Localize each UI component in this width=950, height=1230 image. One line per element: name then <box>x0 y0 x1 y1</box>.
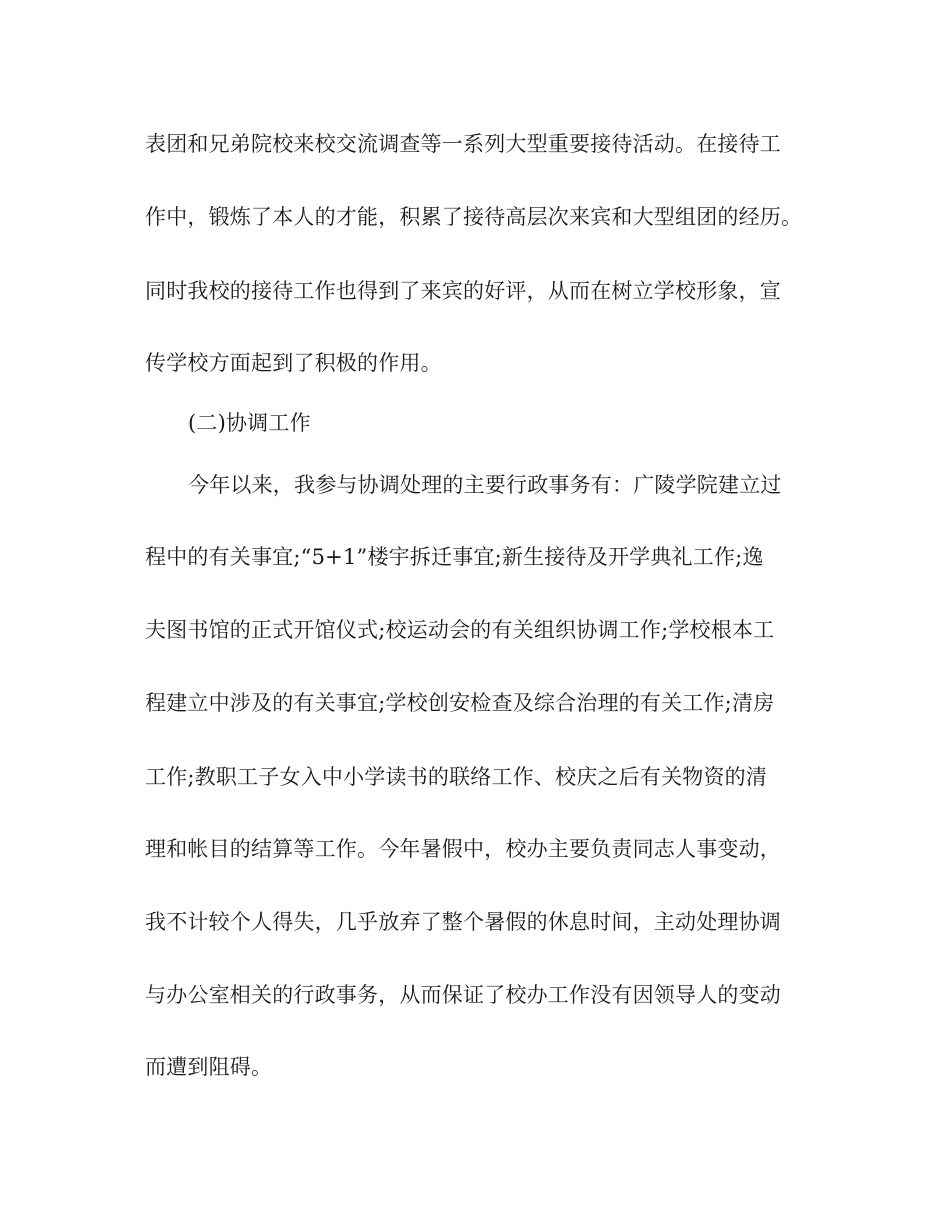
text-line-1: 表团和兄弟院校来校交流调查等一系列大型重要接待活动。在接待工 <box>145 132 781 156</box>
paragraph-start-line: 今年以来，我参与协调处理的主要行政事务有：广陵学院建立过 <box>188 473 782 497</box>
text-line-12: 我不计较个人得失，几乎放弃了整个暑假的休息时间，主动处理协调 <box>145 910 781 934</box>
text-line-9: 程建立中涉及的有关事宜;学校创安检查及综合治理的有关工作;清房 <box>145 691 775 715</box>
text-line-2: 作中，锻炼了本人的才能，积累了接待高层次来宾和大型组团的经历。 <box>145 205 803 229</box>
text-line-10: 工作;教职工子女入中小学读书的联络工作、校庆之后有关物资的清 <box>145 765 768 789</box>
text-line-14: 而遭到阻碍。 <box>145 1055 273 1079</box>
text-line-4: 传学校方面起到了积极的作用。 <box>145 351 442 375</box>
section-heading: (二)协调工作 <box>188 411 311 435</box>
text-line-8: 夫图书馆的正式开馆仪式;校运动会的有关组织协调工作;学校根本工 <box>145 618 775 642</box>
text-line-7: 程中的有关事宜;“5+1”楼宇拆迁事宜;新生接待及开学典礼工作;逸 <box>145 545 764 569</box>
text-line-3: 同时我校的接待工作也得到了来宾的好评，从而在树立学校形象，宣 <box>145 279 781 303</box>
text-line-11: 理和帐目的结算等工作。今年暑假中，校办主要负责同志人事变动， <box>145 837 781 861</box>
text-line-13: 与办公室相关的行政事务，从而保证了校办工作没有因领导人的变动 <box>145 983 781 1007</box>
